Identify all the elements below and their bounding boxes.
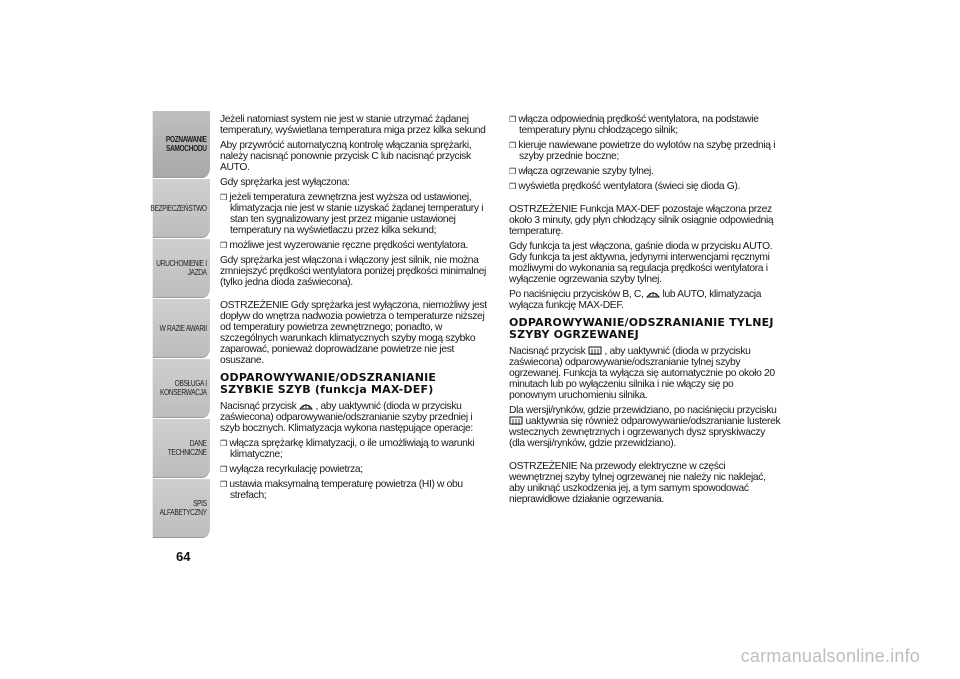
bullet-item: ❒ możliwe jest wyzerowanie ręczne prędkości wentylatora.: [220, 240, 492, 251]
tab-label: SPIS ALFABETYCZNY: [159, 499, 207, 517]
tab-label: POZNAWANIE SAMOCHODU: [165, 135, 207, 153]
bullet-item: ❒ włącza odpowiednią prędkość wentylatora, na podstawie temperatury płynu chłodzącego silnik;: [509, 114, 781, 136]
text-column-left: [220, 114, 492, 505]
section-heading: ODPAROWYWANIE/ODSZRANIANIE SZYBKIE SZYB (funkcja MAX-DEF): [220, 371, 437, 396]
text-column-right: [509, 114, 781, 509]
bullet-item: ❒ kieruje nawiewane powietrze do wylotów na szybę przednią i szyby przednie boczne;: [509, 140, 781, 162]
paragraph: Gdy sprężarka jest wyłączona:: [220, 177, 350, 188]
bullet-item: ❒ włącza ogrzewanie szyby tylnej.: [509, 166, 781, 177]
bullet-item: ❒ jeżeli temperatura zewnętrzna jest wyższa od ustawionej, klimatyzacja nie jest w stanie uzyskać żądanej temperatury i stan ten sygnalizowany jest przez miganie ustawionej temperatury na wyświetlaczu przez kilka sekund;: [220, 192, 492, 236]
paragraph: Nacisnąć przycisk , aby uaktywnić (dioda w przycisku zaświecona) odparowywanie/odszranianie tylnej szyby ogrzewanej. Funkcja ta wyłącza się automatycznie po około 20 minutach lub po wyłączeniu silnika i nie włączy się po ponownym uruchomieniu silnika.: [509, 346, 775, 401]
bullet-item: ❒ włącza sprężarkę klimatyzacji, o ile umożliwiają to warunki klimatyczne;: [220, 438, 492, 460]
tab-w-razie-awarii[interactable]: [153, 298, 210, 358]
paragraph: Dla wersji/rynków, gdzie przewidziano, po naciśnięciu przycisku uaktywnia się również odparowywanie/odszranianie lusterek wstecznych zewnętrznych i ogrzewanych dysz spryskiwaczy (dla wersji/rynków, gdzie przewidziano).: [509, 405, 781, 449]
rear-defrost-icon: [509, 416, 523, 426]
tab-spis-alfabetyczny[interactable]: [153, 478, 210, 538]
paragraph: Nacisnąć przycisk , aby uaktywnić (dioda w przycisku zaświecona) odparowywanie/odszranianie szyby przedniej i szyb bocznych. Klimatyzacja wykona następujące operacje:: [220, 401, 473, 434]
paragraph: Jeżeli natomiast system nie jest w stanie utrzymać żądanej temperatury, wyświetlana temperatura miga przez kilka sekund: [220, 114, 486, 136]
paragraph: Gdy sprężarka jest włączona i włączony jest silnik, nie można zmniejszyć prędkości wentylatora poniżej prędkości minimalnej (tylko jedna dioda zaświecona).: [220, 255, 486, 288]
bullet-item: ❒ ustawia maksymalną temperaturę powietrza (HI) w obu strefach;: [220, 479, 492, 501]
warning-paragraph: OSTRZEŻENIE Gdy sprężarka jest wyłączona, niemożliwy jest dopływ do wnętrza nadwozia powietrza o temperaturze niższej od temperatury powietrza zewnętrznego; ponadto, w szczególnych warunkach klimatycznych szyby mogą szybko zaparować, ponieważ doprowadzane powietrze nie jest osuszane.: [220, 300, 487, 366]
paragraph: Po naciśnięciu przycisków B, C, lub AUTO, klimatyzacja wyłącza funkcję MAX-DEF.: [509, 289, 762, 311]
paragraph: Gdy funkcja ta jest włączona, gaśnie dioda w przycisku AUTO. Gdy funkcja ta jest aktywna, jedynymi interwencjami ręcznymi możliwymi do wykonania są regulacja prędkości wentylatora i wyłączenie ogrzewania szyby tylnej.: [509, 241, 773, 285]
front-defrost-icon: [299, 401, 313, 411]
tab-uruchomienie-i-jazda[interactable]: [153, 238, 210, 298]
rear-defrost-icon: [588, 346, 602, 356]
tab-obsluga-i-konserwacja[interactable]: [153, 358, 210, 418]
warning-paragraph: OSTRZEŻENIE Na przewody elektryczne w części wewnętrznej szyby tylnej ogrzewanej nie należy nic naklejać, aby uniknąć uszkodzenia jej, a tym samym spowodować nieprawidłowe działanie ogrzewania.: [509, 461, 766, 505]
tab-label: URUCHOMIENIE I JAZDA: [156, 259, 207, 277]
tab-label: W RAZIE AWARII: [159, 323, 207, 333]
page-number: 64: [176, 549, 191, 564]
tab-label: DANE TECHNICZNE: [167, 439, 207, 457]
tab-label: BEZPIECZEŃSTWO: [150, 203, 207, 213]
tab-label: OBSŁUGA I KONSERWACJA: [160, 379, 207, 397]
bullet-item: ❒ wyświetla prędkość wentylatora (świeci się dioda G).: [509, 181, 781, 192]
warning-paragraph: OSTRZEŻENIE Funkcja MAX-DEF pozostaje włączona przez około 3 minuty, gdy płyn chłodzący silnik osiągnie odpowiednią temperaturę.: [509, 204, 774, 237]
section-heading: ODPAROWYWANIE/ODSZRANIANIE TYLNEJ SZYBY OGRZEWANEJ: [509, 316, 774, 341]
tab-bezpieczenstwo[interactable]: [150, 178, 210, 238]
watermark: carmanualsonline.info: [740, 646, 920, 666]
paragraph: Aby przywrócić automatyczną kontrolę włączania sprężarki, należy nacisnąć ponownie przycisk C lub nacisnąć przycisk AUTO.: [220, 140, 472, 173]
bullet-item: ❒ wyłącza recyrkulację powietrza;: [220, 464, 492, 475]
tab-poznawanie-samochodu[interactable]: [153, 110, 210, 178]
chapter-sidebar: [140, 110, 210, 538]
front-defrost-icon: [646, 289, 660, 299]
tab-dane-techniczne[interactable]: [153, 418, 210, 478]
